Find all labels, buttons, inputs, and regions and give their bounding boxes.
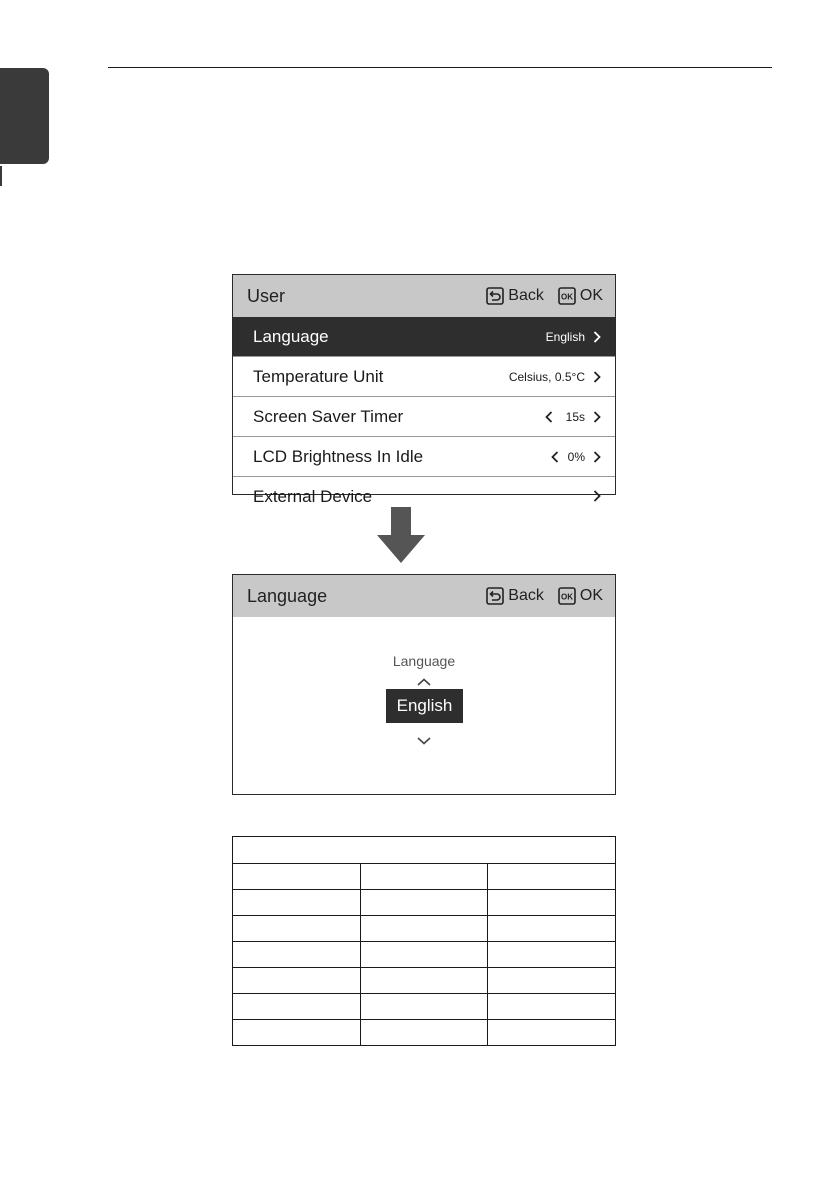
header-actions bbox=[486, 587, 603, 605]
table-cell bbox=[488, 916, 616, 942]
screen-header bbox=[233, 575, 615, 617]
section-side-tab bbox=[0, 68, 49, 164]
chevron-right-icon[interactable] bbox=[593, 410, 601, 428]
table-cell bbox=[360, 994, 488, 1020]
menu-item-label: Temperature Unit bbox=[253, 366, 384, 386]
table-row bbox=[233, 994, 616, 1020]
table-cell bbox=[360, 1020, 488, 1046]
ok-icon[interactable] bbox=[558, 587, 576, 605]
ok-icon[interactable] bbox=[558, 287, 576, 305]
picker-caption: Language bbox=[392, 653, 456, 669]
language-table bbox=[232, 836, 616, 1046]
table-cell bbox=[488, 994, 616, 1020]
section-side-line bbox=[0, 166, 2, 186]
table-cell bbox=[233, 942, 361, 968]
table-cell bbox=[488, 942, 616, 968]
language-picker-value[interactable]: English bbox=[386, 689, 463, 723]
menu-item-value: Celsius, 0.5°C bbox=[508, 369, 585, 384]
ok-button-label[interactable]: OK bbox=[579, 587, 603, 604]
table-cell bbox=[233, 968, 361, 994]
table-cell bbox=[233, 1020, 361, 1046]
chevron-right-icon bbox=[593, 330, 601, 348]
table-cell bbox=[360, 968, 488, 994]
back-button-label[interactable]: Back bbox=[508, 287, 544, 304]
chevron-right-icon bbox=[593, 489, 601, 507]
page-header-rule bbox=[108, 67, 772, 68]
table-cell bbox=[360, 890, 488, 916]
back-icon[interactable] bbox=[486, 587, 504, 605]
table-cell bbox=[360, 864, 488, 890]
menu-item-label: Language bbox=[253, 326, 329, 346]
menu-item-label: External Device bbox=[253, 487, 373, 506]
table-cell bbox=[360, 942, 488, 968]
menu-item-lcd-brightness-in-idle[interactable] bbox=[233, 437, 615, 477]
screen-title: Language bbox=[247, 586, 328, 606]
table-row bbox=[233, 968, 616, 994]
chevron-down-icon[interactable] bbox=[417, 732, 431, 750]
table-row bbox=[233, 864, 616, 890]
header-actions bbox=[486, 287, 603, 305]
back-icon[interactable] bbox=[486, 287, 504, 305]
svg-text:OK: OK bbox=[560, 292, 573, 302]
menu-item-label: LCD Brightness In Idle bbox=[253, 446, 424, 466]
screen-title: User bbox=[247, 286, 286, 306]
back-button-label[interactable]: Back bbox=[508, 587, 544, 604]
table-cell bbox=[233, 994, 361, 1020]
chevron-right-icon[interactable] bbox=[593, 450, 601, 468]
user-menu-screen bbox=[232, 274, 616, 506]
table-cell bbox=[233, 890, 361, 916]
table-row bbox=[233, 942, 616, 968]
table-cell bbox=[488, 968, 616, 994]
menu-item-language[interactable] bbox=[233, 317, 615, 357]
menu-item-temperature-unit[interactable] bbox=[233, 357, 615, 397]
svg-text:OK: OK bbox=[560, 592, 573, 602]
table-cell bbox=[488, 1020, 616, 1046]
chevron-right-icon bbox=[593, 370, 601, 388]
menu-item-value: 0% bbox=[567, 449, 585, 464]
menu-item-label: Screen Saver Timer bbox=[253, 406, 404, 426]
table-row bbox=[233, 916, 616, 942]
table-row bbox=[233, 890, 616, 916]
table-row bbox=[233, 1020, 616, 1046]
menu-item-screen-saver-timer[interactable] bbox=[233, 397, 615, 437]
table-cell bbox=[360, 916, 488, 942]
table-cell bbox=[233, 916, 361, 942]
language-screen bbox=[232, 574, 616, 795]
arrow-down-icon bbox=[377, 507, 473, 563]
menu-item-external-device[interactable] bbox=[233, 477, 615, 506]
menu-item-value: 15s bbox=[565, 409, 585, 424]
table-cell bbox=[488, 864, 616, 890]
table-cell bbox=[233, 864, 361, 890]
chevron-left-icon[interactable] bbox=[545, 410, 553, 428]
menu-item-value: English bbox=[545, 329, 585, 344]
chevron-left-icon[interactable] bbox=[551, 450, 559, 468]
ok-button-label[interactable]: OK bbox=[579, 287, 603, 304]
screen-header bbox=[233, 275, 615, 317]
table-cell bbox=[488, 890, 616, 916]
table-header-cell bbox=[233, 837, 616, 864]
